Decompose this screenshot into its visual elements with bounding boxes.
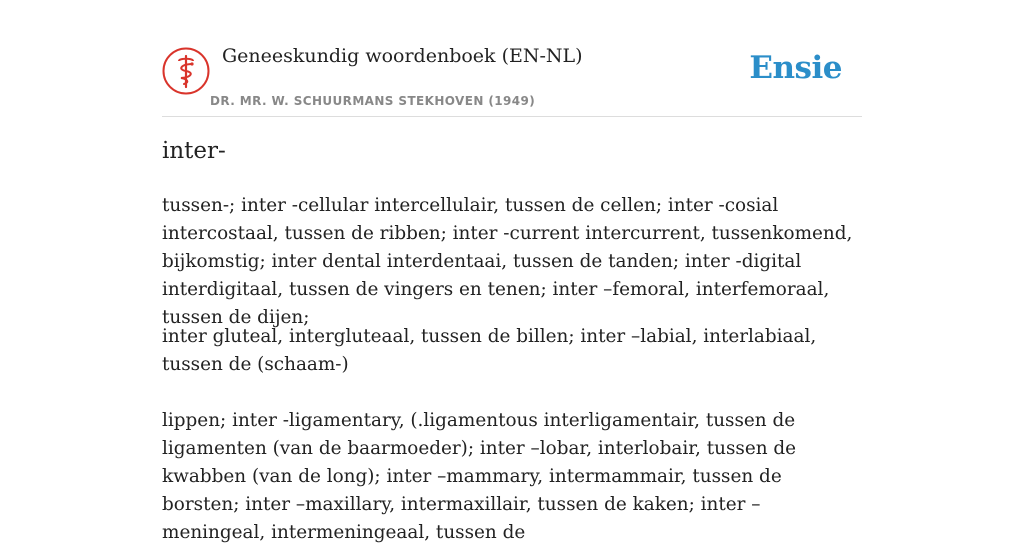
definition-paragraph: lippen; inter -ligamentary, (.ligamentous interligamentair, tussen de ligamenten (van de baarmoeder); inter –lobar, interlobair, tussen de kwabben (van de long); inter –mammary, intermammair, tussen de borsten; inter –maxillary, intermaxillair, tussen de kaken; inter –meningeal, intermeningeaal, tussen de [162,410,797,543]
entry-term: inter- [162,138,226,164]
brand-logo[interactable]: Ensie [749,50,842,86]
caduceus-icon[interactable] [162,47,210,95]
definition-paragraph: inter gluteal, intergluteaal, tussen de billen; inter –labial, interlabiaal, tussen de (schaam-) [162,326,817,375]
definition-paragraph: tussen-; inter -cellular intercellulair, tussen de cellen; inter -cosial intercostaal, tussen de ribben; inter -current intercurrent, tussenkomend, bijkomstig; inter dental interdentaai, tussen de tanden; inter -digital interdigitaal, tussen de vingers en tenen; inter –femoral, interfemoraal, tussen de dijen; [162,195,853,328]
book-title[interactable]: Geneeskundig woordenboek (EN-NL) [222,45,583,67]
book-author: DR. MR. W. SCHUURMANS STEKHOVEN (1949) [210,94,536,108]
page-container [162,0,862,543]
page-header [162,0,862,117]
